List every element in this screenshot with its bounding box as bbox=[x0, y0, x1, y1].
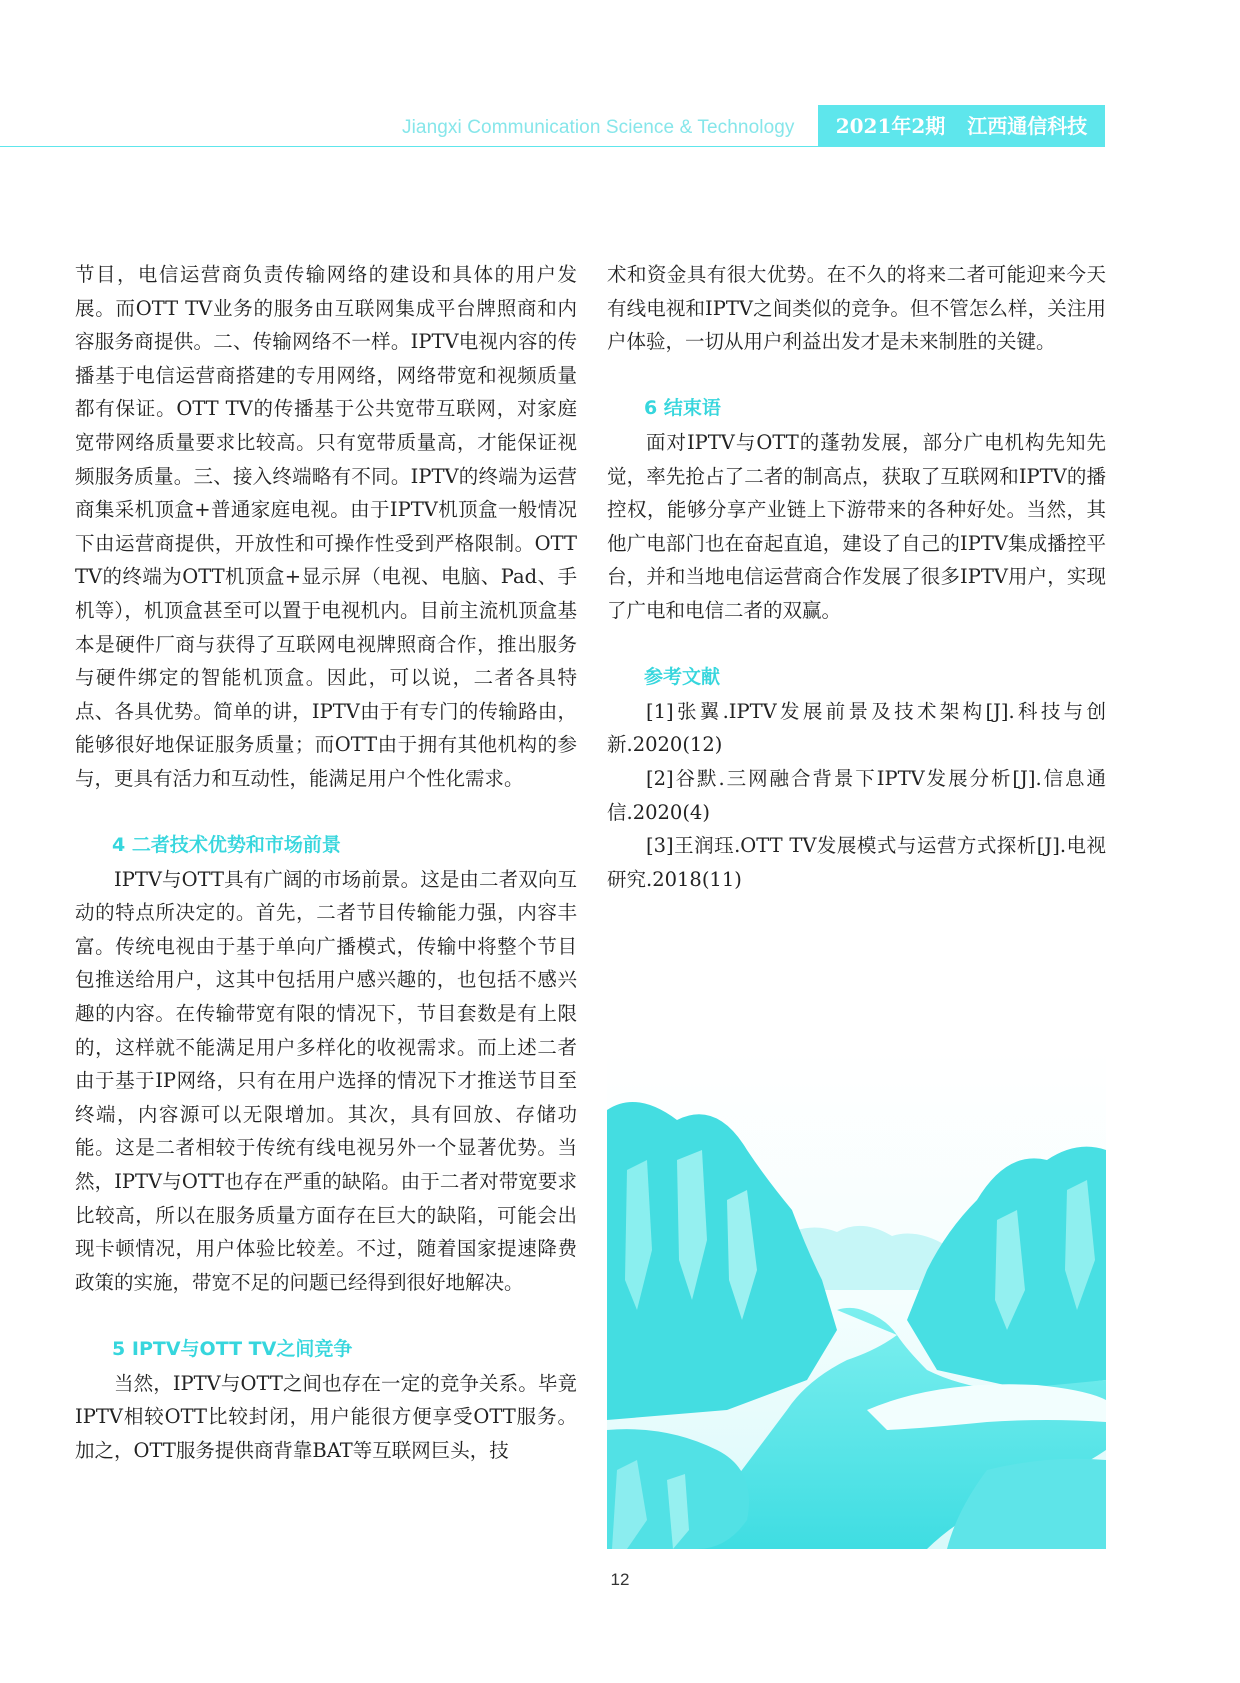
left-column bbox=[75, 258, 577, 1467]
paragraph-continued-right: 术和资金具有很大优势。在不久的将来二者可能迎来今天有线电视和IPTV之间类似的竞争。但不管怎么样，关注用户体验，一切从用户利益出发才是未来制胜的关键。 bbox=[607, 263, 1106, 354]
section-5-paragraph: 当然，IPTV与OTT之间也存在一定的竞争关系。毕竟IPTV相较OTT比较封闭，用户能很方便享受OTT服务。加之，OTT服务提供商背靠BAT等互联网巨头，技 bbox=[75, 1371, 577, 1462]
river-mountain-image bbox=[607, 1050, 1106, 1549]
section-4-paragraph: IPTV与OTT具有广阔的市场前景。这是由二者双向互动的特点所决定的。首先，二者节目传输能力强，内容丰富。传统电视由于基于单向广播模式，传输中将整个节目包推送给用户，这其中包括用户感兴趣的，也包括不感兴趣的内容。在传输带宽有限的情况下，节目套数是有上限的，这样就不能满足用户多样化的收视需求。而上述二者由于基于IP网络，只有在用户选择的情况下才推送节目至终端，内容源可以无限增加。其次，具有回放、存储功能。这是二者相较于传统有线电视另外一个显著优势。当然，IPTV与OTT也存在严重的缺陷。由于二者对带宽要求比较高，所以在服务质量方面存在巨大的缺陷，可能会出现卡顿情况，用户体验比较差。不过，随着国家提速降费政策的实施，带宽不足的问题已经得到很好地解决。 bbox=[75, 867, 577, 1294]
journal-issue-badge bbox=[818, 105, 1105, 147]
right-column bbox=[607, 258, 1106, 896]
section-6-heading: 6 结束语 bbox=[644, 397, 721, 420]
reference-item: [3]王润珏.OTT TV发展模式与运营方式探析[J].电视研究.2018(11) bbox=[607, 834, 1106, 891]
journal-english-title: Jiangxi Communication Science & Technology bbox=[402, 117, 795, 138]
section-6-paragraph: 面对IPTV与OTT的蓬勃发展，部分广电机构先知先觉，率先抢占了二者的制高点，获取了互联网和IPTV的播控权，能够分享产业链上下游带来的各种好处。当然，其他广电部门也在奋起直追，建设了自己的IPTV集成播控平台，并和当地电信运营商合作发展了很多IPTV用户，实现了广电和电信二者的双赢。 bbox=[607, 430, 1106, 622]
journal-chinese-title: 江西通信科技 bbox=[967, 114, 1088, 138]
section-5-heading: 5 IPTV与OTT TV之间竞争 bbox=[112, 1338, 353, 1360]
references-heading: 参考文献 bbox=[644, 666, 721, 689]
paragraph-continued: 节目，电信运营商负责传输网络的建设和具体的用户发展。而OTT TV业务的服务由互联网集成平台牌照商和内容服务商提供。二、传输网络不一样。IPTV电视内容的传播基于电信运营商搭建的专用网络，网络带宽和视频质量都有保证。OTT TV的传播基于公共宽带互联网，对家庭宽带网络质量要求比较高。只有宽带质量高，才能保证视频服务质量。三、接入终端略有不同。IPTV的终端为运营商集采机顶盒+普通家庭电视。由于IPTV机顶盒一般情况下由运营商提供，开放性和可操作性受到严格限制。OTT TV的终端为OTT机顶盒+显示屏（电视、电脑、Pad、手机等），机顶盒甚至可以置于电视机内。目前主流机顶盒基本是硬件厂商与获得了互联网电视牌照商合作，推出服务与硬件绑定的智能机顶盒。因此，可以说，二者各具特点、各具优势。简单的讲，IPTV由于有专门的传输路由，能够很好地保证服务质量；而OTT由于拥有其他机构的参与，更具有活力和互动性，能满足用户个性化需求。 bbox=[75, 263, 577, 790]
page-number: 12 bbox=[610, 1570, 630, 1589]
issue-label: 2021年2期 bbox=[835, 114, 946, 138]
reference-item: [2]谷默.三网融合背景下IPTV发展分析[J].信息通信.2020(4) bbox=[607, 766, 1106, 824]
landscape-illustration bbox=[607, 1050, 1106, 1549]
reference-item: [1]张翼.IPTV发展前景及技术架构[J].科技与创新.2020(12) bbox=[607, 699, 1106, 757]
section-4-heading: 4 二者技术优势和市场前景 bbox=[112, 834, 341, 857]
